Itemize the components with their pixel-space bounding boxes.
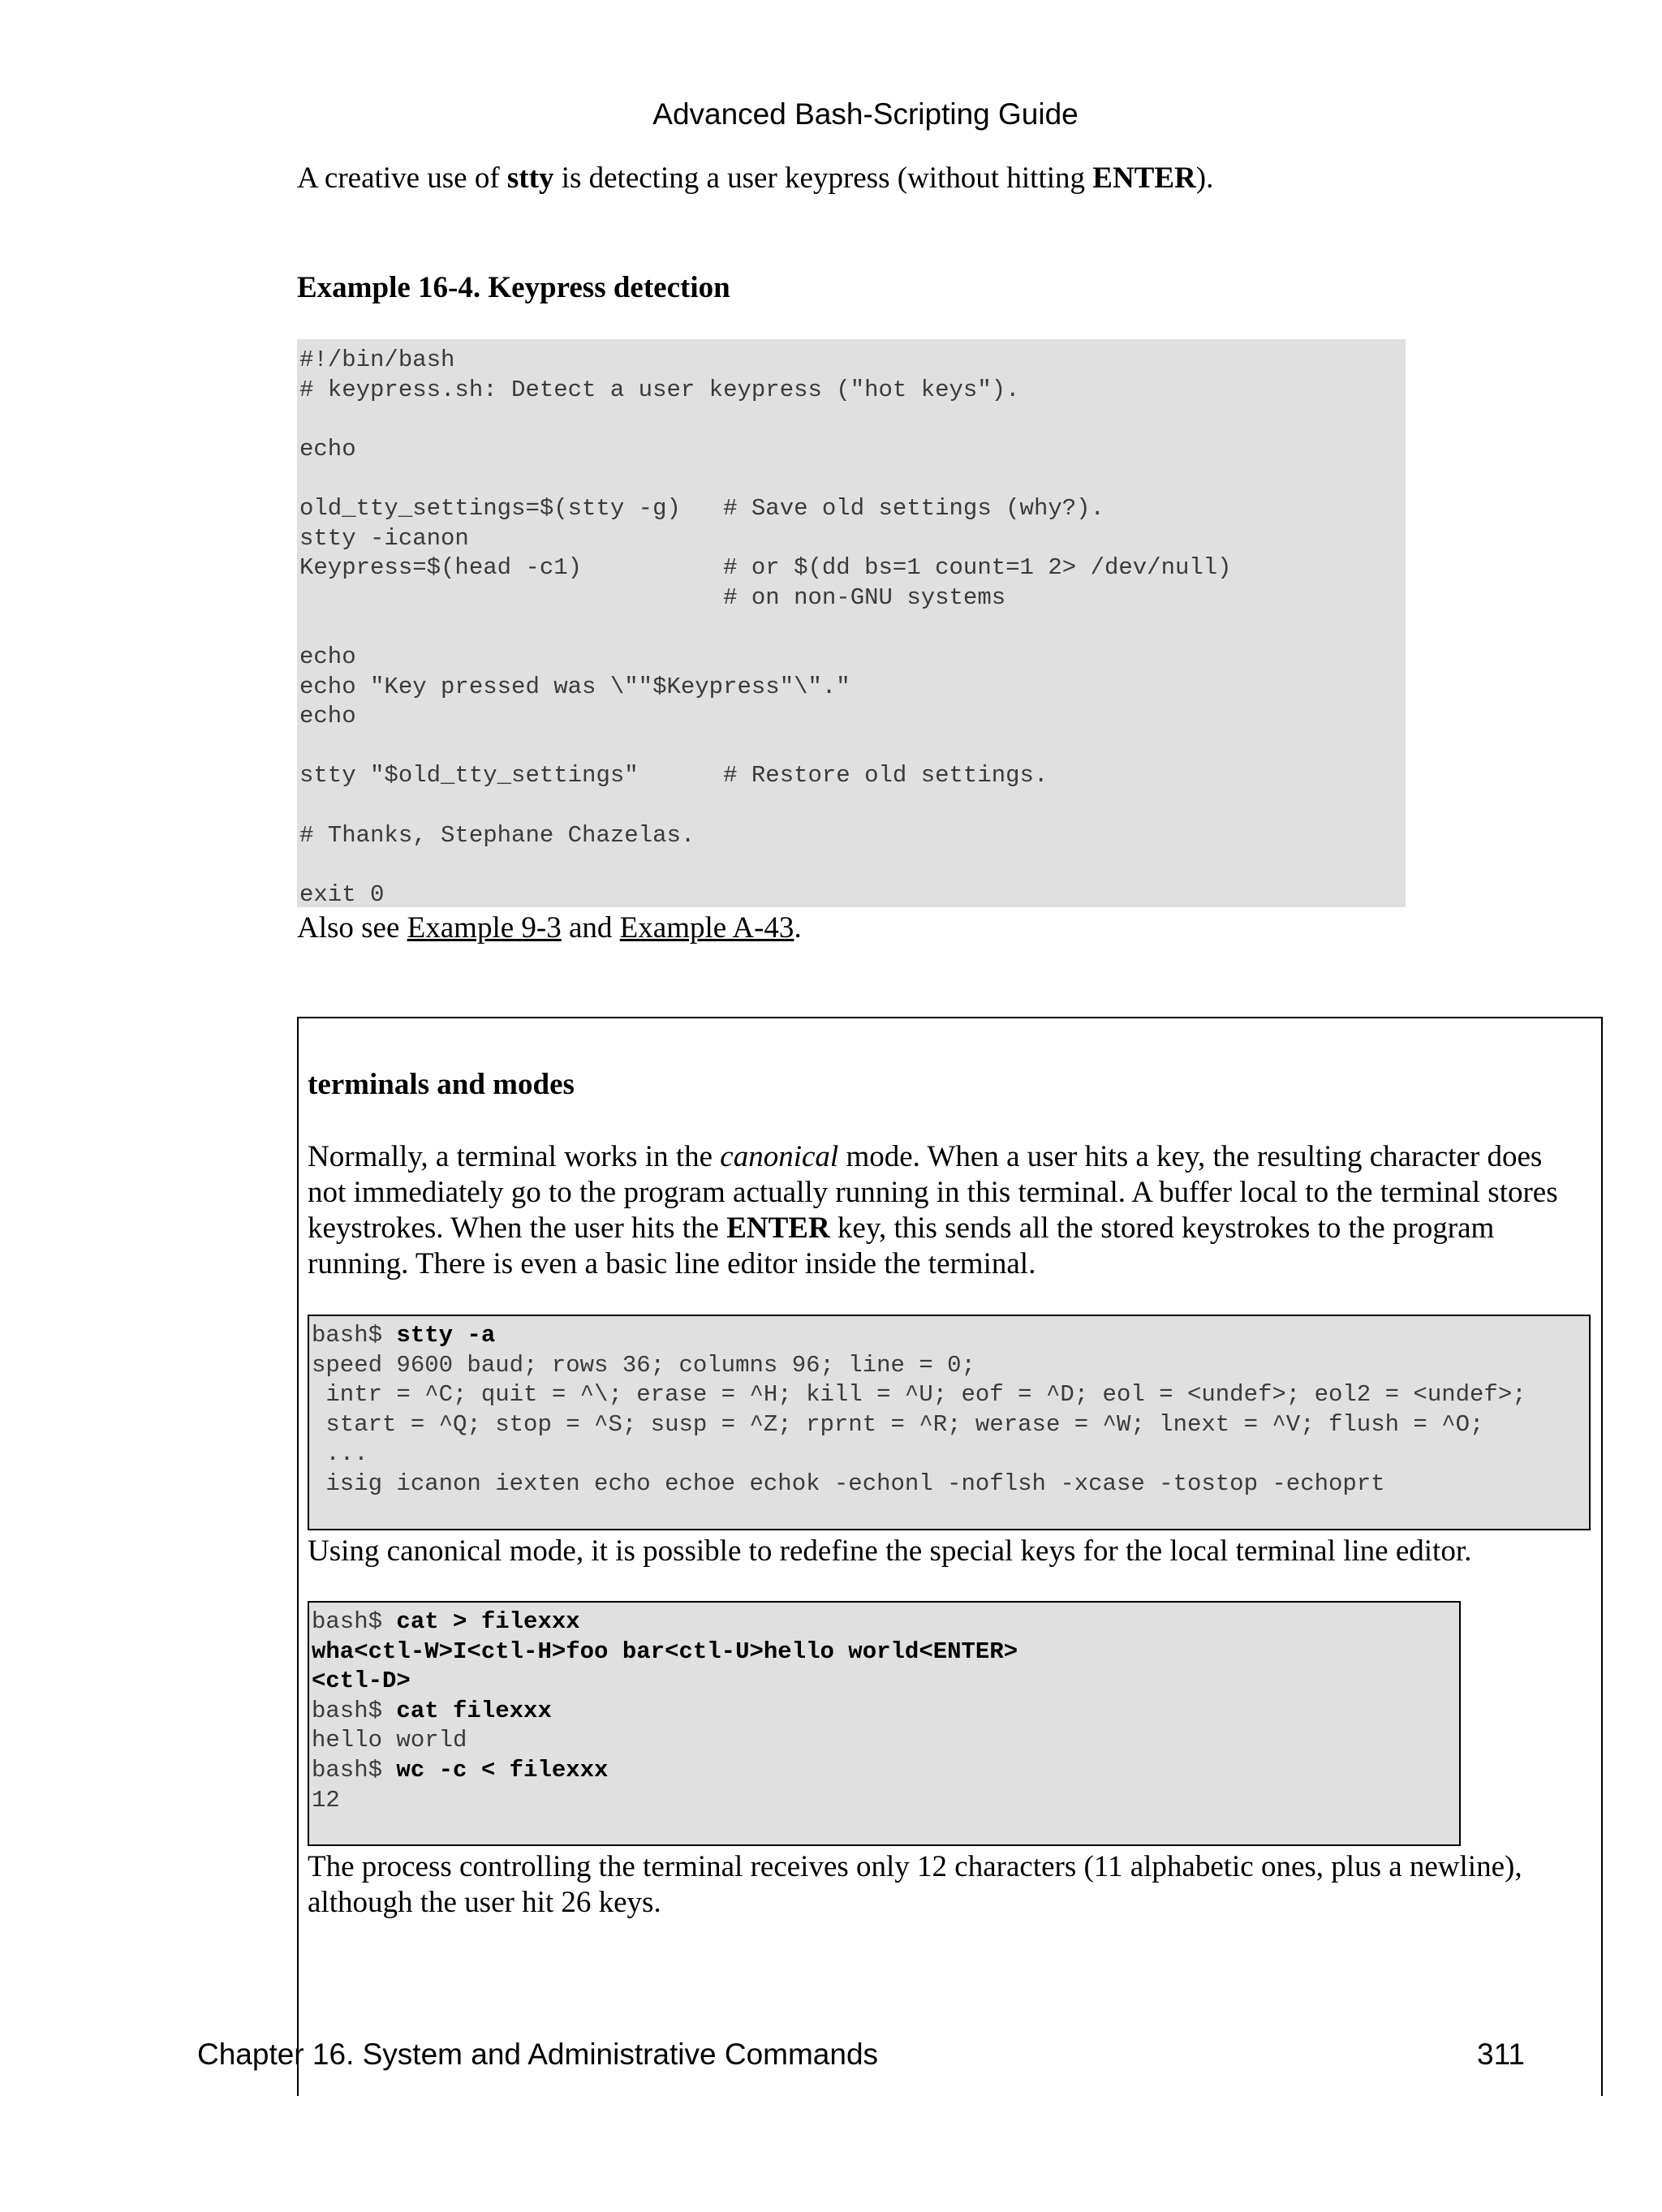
intro-text: ). (1195, 161, 1214, 195)
shell-command: stty -a (396, 1322, 496, 1349)
text-line (308, 1211, 1558, 1246)
sidebar-paragraph-canonical (308, 1139, 1558, 1282)
also-see-paragraph (297, 910, 802, 946)
also-see-text: Also see (297, 911, 407, 945)
also-see-text: and (561, 911, 620, 945)
code-cat-filexxx (308, 1601, 1461, 1846)
sidebar-paragraph-redefine: Using canonical mode, it is possible to redefine the special keys for the local terminal line editor. (308, 1534, 1472, 1568)
intro-paragraph (297, 161, 1213, 196)
shell-prompt: bash$ (312, 1608, 397, 1635)
shell-command: cat filexxx (396, 1697, 552, 1724)
example-a-43-link[interactable]: Example A-43 (619, 911, 794, 945)
running-header: Advanced Bash-Scripting Guide (652, 97, 1079, 131)
footer-chapter: Chapter 16. System and Administrative Commands (197, 2038, 879, 2071)
text-span: Normally, a terminal works in the (308, 1140, 721, 1173)
footer-page-number: 311 (1477, 2038, 1525, 2071)
enter-key: ENTER (1092, 161, 1196, 195)
text-line: not immediately go to the program actually running in this terminal. A buffer local to the terminal stores (308, 1176, 1558, 1209)
intro-text: A creative use of (297, 161, 507, 195)
shell-command: wc -c < filexxx (396, 1756, 609, 1784)
code-stty-a (308, 1315, 1591, 1530)
example-title: Example 16-4. Keypress detection (297, 271, 730, 304)
text-line (308, 1139, 1558, 1175)
text-line: running. There is even a basic line editor inside the terminal. (308, 1247, 1036, 1280)
stty-command: stty (506, 161, 554, 195)
example-9-3-link[interactable]: Example 9-3 (407, 911, 562, 945)
text-span: keystrokes. When the user hits the (308, 1211, 727, 1245)
shell-prompt: bash$ (312, 1756, 397, 1784)
sidebar-title: terminals and modes (308, 1068, 575, 1101)
command-output: speed 9600 baud; rows 36; columns 96; line = 0; intr = ^C; quit = ^\; erase = ^H; kill = ^U; eof = ^D; eol = <undef>; eol2 = <undef>; start = ^Q; stop = ^S; susp = ^Z; rprnt = ^R; werase = ^W; lnext = ^V; flush = ^O; ... isig icanon iexten echo echoe echok -echonl -noflsh -xcase -tostop -echoprt (312, 1351, 1526, 1497)
shell-command: cat > filexxx (396, 1608, 580, 1635)
enter-key: ENTER (726, 1211, 830, 1245)
intro-text: is detecting a user keypress (without hitting (553, 161, 1093, 195)
shell-prompt: bash$ (312, 1697, 397, 1724)
canonical-term: canonical (720, 1140, 839, 1173)
text-span: mode. When a user hits a key, the resulting character does (838, 1140, 1543, 1173)
shell-prompt: bash$ (312, 1322, 397, 1349)
command-output: hello world (312, 1727, 467, 1754)
command-output: 12 (312, 1786, 340, 1814)
user-input: <ctl-D> (312, 1668, 411, 1695)
text-span: key, this sends all the stored keystrokes to the program (829, 1211, 1495, 1245)
user-input: wha<ctl-W>I<ctl-H>foo bar<ctl-U>hello world<ENTER> (312, 1637, 1018, 1665)
code-listing-keypress: #!/bin/bash # keypress.sh: Detect a user keypress ("hot keys"). echo old_tty_settings=$(stty -g) # Save old settings (why?). stty -icanon Keypress=$(head -c1) # or $(dd bs=1 count=1 2> /dev/null) # on non-GNU systems echo echo "Key pressed was \""$Keypress"\"." echo stty "$old_tty_settings" # Restore old settings. # Thanks, Stephane Chazelas. exit 0 (297, 339, 1406, 907)
text-line: although the user hit 26 keys. (308, 1886, 661, 1919)
text-line: The process controlling the terminal receives only 12 characters (11 alphabetic ones, plus a newline), (308, 1850, 1522, 1883)
sidebar-paragraph-process (308, 1849, 1522, 1921)
also-see-text: . (794, 911, 802, 945)
